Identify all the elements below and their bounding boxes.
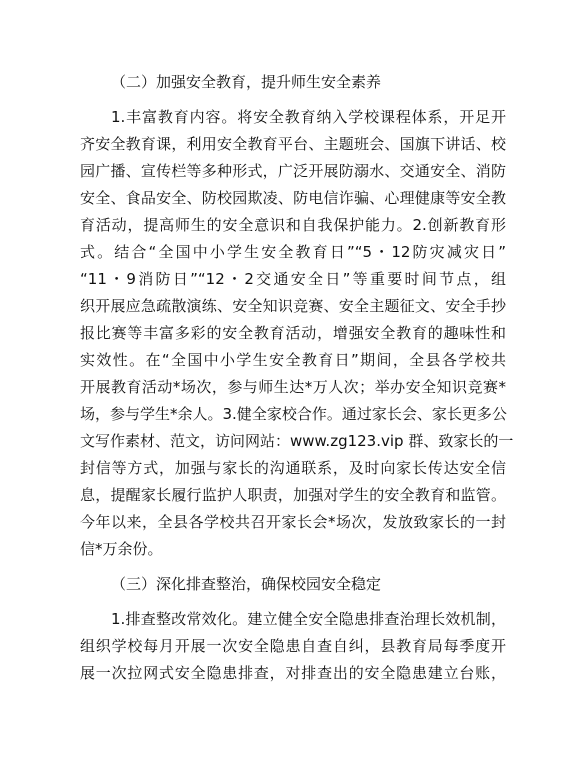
paragraph-line: “11・9消防日”“12・2交通安全日”等重要时间节点，组 — [80, 270, 506, 288]
paragraph-line: 式。结合“全国中小学生安全教育日”“5・12防灾减灾日” — [80, 243, 506, 261]
paragraph-line: 场，参与学生*余人。3.健全家校合作。通过家长会、家长更多公 — [80, 405, 507, 423]
paragraph-line: 齐安全教育课，利用安全教育平台、主题班会、国旗下讲话、校 — [80, 135, 506, 153]
paragraph-line: 展一次拉网式安全隐患排查，对排查出的安全隐患建立台账， — [80, 664, 506, 682]
paragraph-line: 息，提醒家长履行监护人职责，加强对学生的安全教育和监管。 — [80, 486, 506, 504]
paragraph-line: 今年以来，全县各学校共召开家长会*场次，发放致家长的一封 — [80, 513, 506, 531]
paragraph-line: 报比赛等丰富多彩的安全教育活动，增强安全教育的趣味性和 — [80, 324, 506, 342]
paragraph-line: 织开展应急疏散演练、安全知识竞赛、安全主题征文、安全手抄 — [80, 297, 506, 315]
paragraph-line: 封信等方式，加强与家长的沟通联系，及时向家长传达安全信 — [80, 459, 506, 477]
paragraph-line: 1.排查整改常效化。建立健全安全隐患排查治理长效机制， — [111, 610, 506, 628]
paragraph-line: 安全、食品安全、防校园欺凌、防电信诈骗、心理健康等安全教 — [80, 189, 506, 207]
section-two-heading: （二）加强安全教育，提升师生安全素养 — [111, 73, 382, 91]
paragraph-line: 园广播、宣传栏等多种形式，广泛开展防溺水、交通安全、消防 — [80, 162, 506, 180]
paragraph-line: 实效性。在“全国中小学生安全教育日”期间，全县各学校共 — [80, 351, 506, 369]
paragraph-line: 文写作素材、范文，访问网站：www.zg123.vip 群、致家长的一 — [80, 432, 514, 450]
paragraph-line: 1.丰富教育内容。将安全教育纳入学校课程体系，开足开 — [111, 108, 506, 126]
paragraph-line: 开展教育活动*场次，参与师生达*万人次；举办安全知识竞赛* — [80, 378, 506, 396]
paragraph-line: 组织学校每月开展一次安全隐患自查自纠，县教育局每季度开 — [80, 637, 506, 655]
section-three-heading: （三）深化排查整治，确保校园安全稳定 — [111, 575, 382, 593]
paragraph-line: 育活动，提高师生的安全意识和自我保护能力。2.创新教育形 — [80, 216, 506, 234]
paragraph-line: 信*万余份。 — [80, 540, 163, 558]
